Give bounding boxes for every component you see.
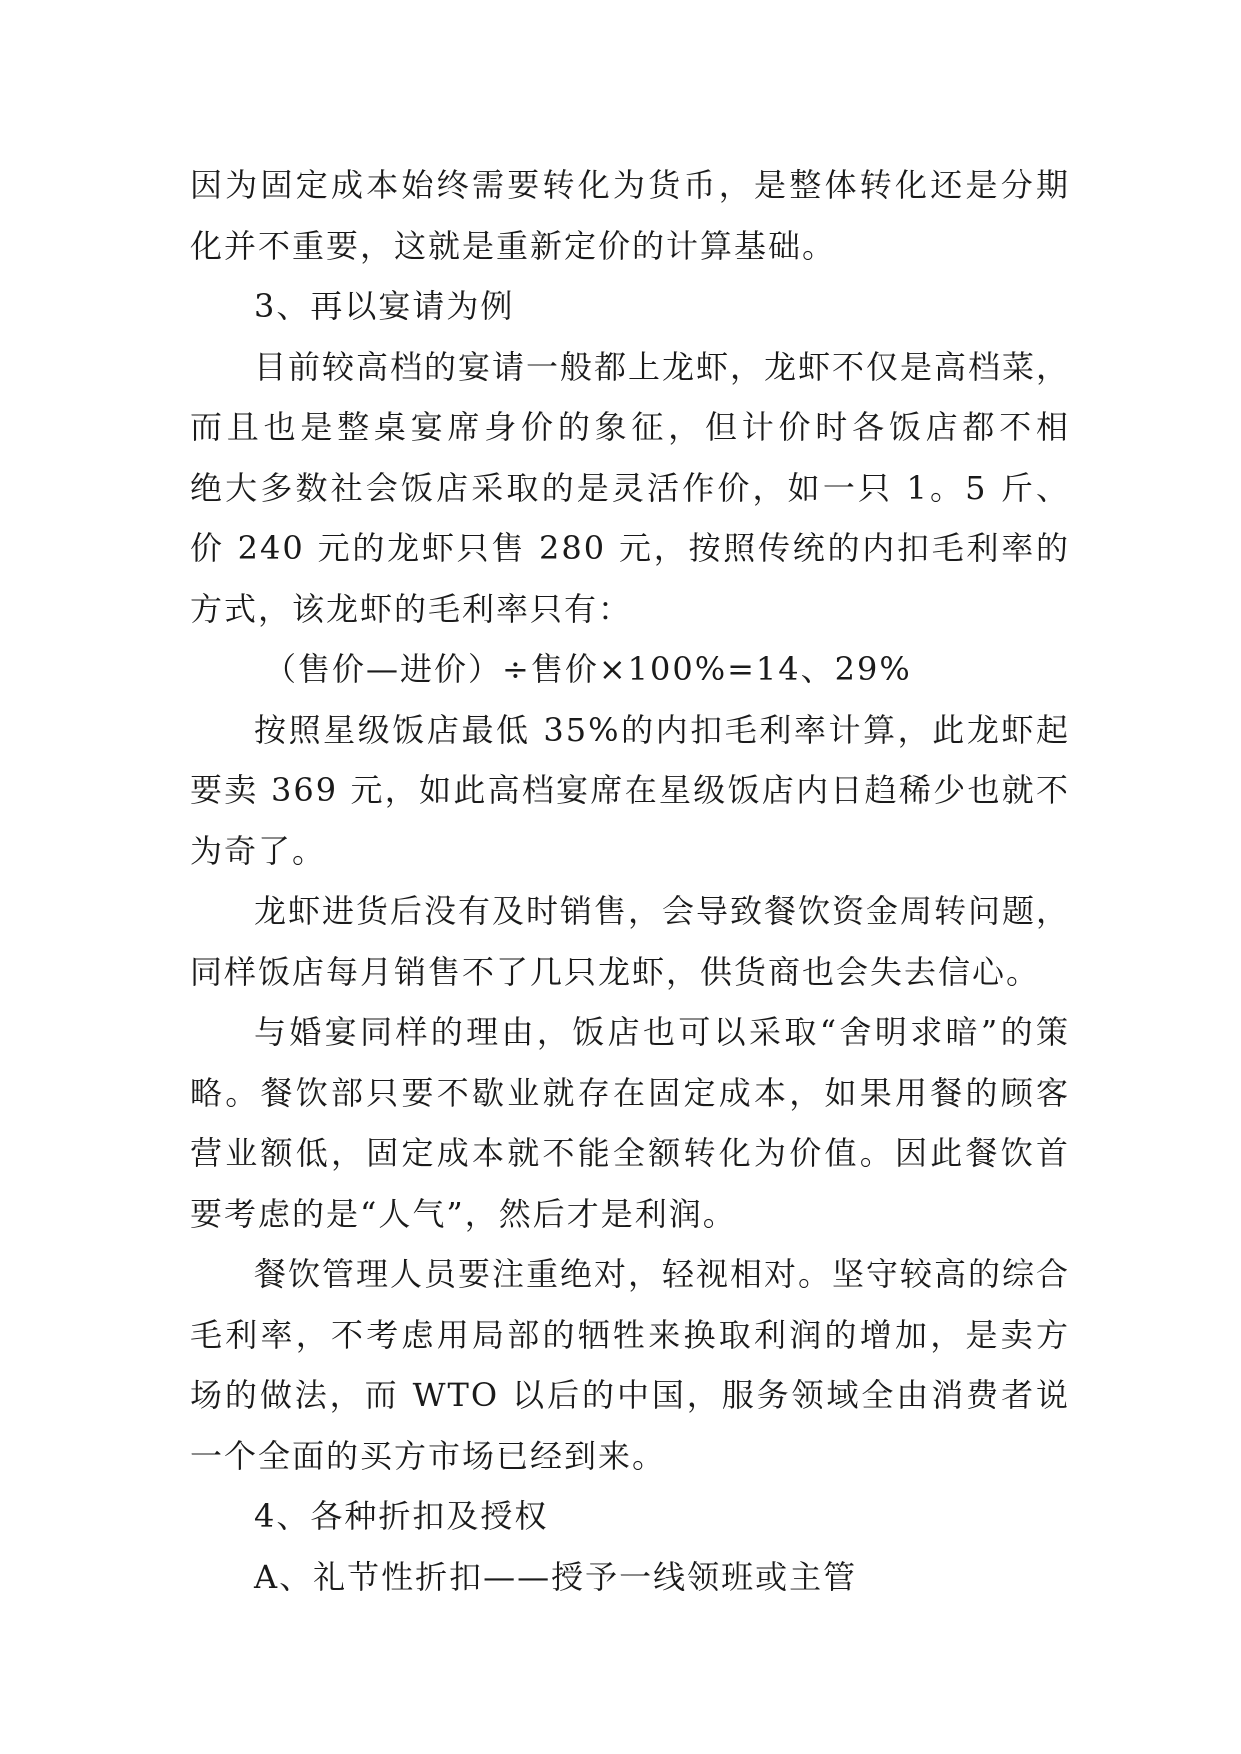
paragraph-line: 场的做法，而 WTO 以后的中国，服务领域全由消费者说 — [190, 1376, 1070, 1414]
paragraph-line: 营业额低，固定成本就不能全额转化为价值。因此餐饮首 — [190, 1134, 1070, 1172]
section-heading: 4、各种折扣及授权 — [254, 1497, 549, 1535]
paragraph-line: 要卖 369 元，如此高档宴席在星级饭店内日趋稀少也就不 — [190, 771, 1070, 809]
paragraph-line: 为奇了。 — [190, 831, 327, 870]
paragraph-line: 同样饭店每月销售不了几只龙虾，供货商也会失去信心。 — [190, 952, 1041, 991]
paragraph-line: 一个全面的买方市场已经到来。 — [190, 1436, 667, 1475]
paragraph-line: 方式，该龙虾的毛利率只有： — [190, 589, 633, 628]
paragraph-line: 要考虑的是“人气”，然后才是利润。 — [190, 1194, 737, 1233]
paragraph-line: 略。餐饮部只要不歇业就存在固定成本，如果用餐的顾客 — [190, 1073, 1070, 1112]
paragraph-line: 绝大多数社会饭店采取的是灵活作价，如一只 1。5 斤、 — [190, 468, 1070, 507]
paragraph-line: 目前较高档的宴请一般都上龙虾，龙虾不仅是高档菜， — [254, 347, 1070, 386]
paragraph-line: 与婚宴同样的理由，饭店也可以采取“舍明求暗”的策 — [254, 1013, 1070, 1051]
paragraph-line: 价 240 元的龙虾只售 280 元，按照传统的内扣毛利率的 — [190, 529, 1070, 567]
paragraph-line: 化并不重要，这就是重新定价的计算基础。 — [190, 226, 837, 265]
paragraph-line: 毛利率，不考虑用局部的牺牲来换取利润的增加，是卖方 — [190, 1315, 1070, 1354]
document-body — [190, 155, 1070, 1607]
paragraph-line: 龙虾进货后没有及时销售，会导致餐饮资金周转问题， — [254, 892, 1070, 930]
formula-line: （售价—进价）÷售价×100%=14、29% — [264, 650, 912, 688]
paragraph-line: 因为固定成本始终需要转化为货币，是整体转化还是分期 — [190, 166, 1070, 204]
section-heading: 3、再以宴请为例 — [254, 287, 515, 325]
paragraph-line: 餐饮管理人员要注重绝对，轻视相对。坚守较高的综合 — [254, 1255, 1070, 1293]
paragraph-line: 按照星级饭店最低 35%的内扣毛利率计算，此龙虾起 — [254, 710, 1070, 749]
subsection-heading: A、礼节性折扣——授予一线领班或主管 — [254, 1557, 858, 1596]
paragraph-line: 而且也是整桌宴席身价的象征，但计价时各饭店都不相 — [190, 408, 1070, 446]
